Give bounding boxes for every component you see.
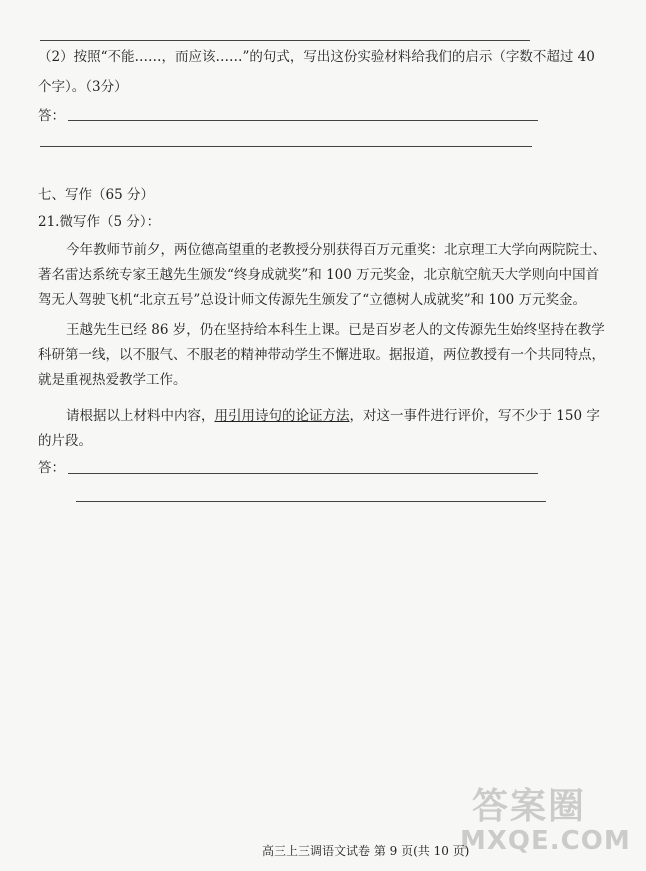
q21-answer-line-2 (76, 501, 546, 502)
section-title: 七、写作（65 分） (38, 187, 154, 203)
top-answer-line (40, 40, 530, 41)
q2-answer-label: 答： (38, 108, 65, 124)
q2-line1: （2）按照“不能……，而应该……”的句式，写出这份实验材料给我们的启示（字数不超过 40 (38, 49, 595, 65)
watermark-logo-text: 答案圈 (472, 786, 587, 827)
q21-answer-line-1 (68, 473, 538, 474)
q21-answer-label: 答： (38, 460, 65, 476)
material-paragraph-2: 王越先生已经 86 岁，仍在坚持给本科生上课。已是百岁老人的文传源先生始终坚持在教学科研第一线，以不服气、不服老的精神带动学生不懈进取。据报道，两位教授有一个共同特点，就是重视热爱教学工作。 (38, 322, 605, 388)
material-paragraph-1: 今年教师节前夕，两位德高望重的老教授分别获得百万元重奖：北京理工大学向两院院士、著名雷达系统专家王越先生颁发“终身成就奖”和 100 万元奖金，北京航空航天大学则向中国首驾无人驾驶飞机“北京五号”总设计师文传源先生颁发了“立德树人成就奖”和 100 万元奖金。 (38, 242, 606, 308)
watermark-url: MXQE.COM (460, 826, 631, 856)
page-footer: 高三上三调语文试卷 第 9 页(共 10 页) (262, 844, 470, 858)
q2-answer-line-1 (68, 120, 538, 121)
instruction-underlined-method: 用引用诗句的论证方法 (214, 408, 350, 424)
q2-line2: 个字）。（3分） (38, 79, 128, 95)
instruction-paragraph (38, 404, 608, 454)
instruction-text-pre: 请根据以上材料中内容， (66, 408, 215, 424)
q2-answer-line-2 (40, 146, 532, 147)
q21-heading: 21.微写作（5 分）： (38, 214, 161, 230)
instruction-text-post: ，对这一事件进行评价，写不少于 150 字的片段。 (38, 408, 600, 449)
